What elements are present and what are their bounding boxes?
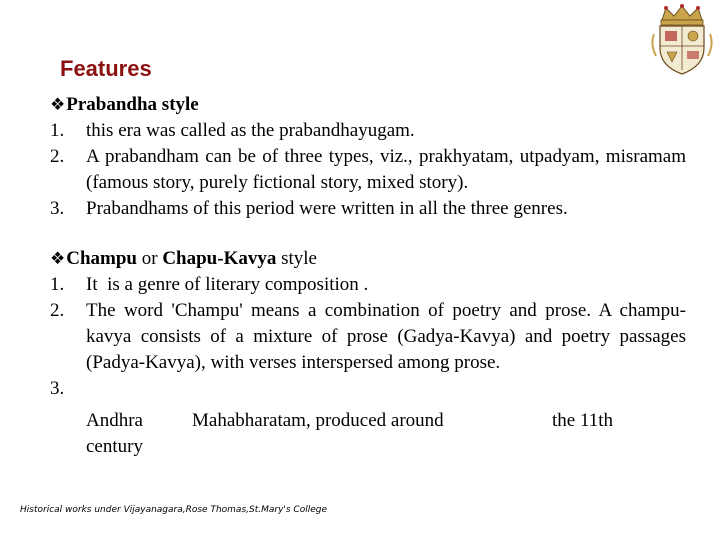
diamond-bullet-icon: ❖ xyxy=(50,95,66,114)
item-text-a: Andhra xyxy=(86,410,143,431)
slide-title: Features xyxy=(60,56,152,81)
section-heading-rest: style xyxy=(276,248,317,269)
item-number: 3. xyxy=(50,378,65,399)
list-item xyxy=(50,272,686,298)
section-champu xyxy=(50,246,686,460)
item-text-c: the 11th xyxy=(552,410,614,431)
list-item xyxy=(50,196,686,222)
slide-footer: Historical works under Vijayanagara,Rose Thomas,St.Mary's College xyxy=(20,505,328,515)
item-text: Prabandhams of this period were written in all the three genres. xyxy=(86,198,568,219)
list-item xyxy=(50,376,686,402)
item-text: The word 'Champu' means a combination of poetry and prose. A champu-kavya consists of a mixture of prose (Gadya-Kavya) and poetry passages (Padya-Kavya), with verses interspersed among prose. xyxy=(86,300,686,373)
item-text-b: Mahabharatam, produced around xyxy=(192,410,444,431)
section-heading-part1: Champu xyxy=(66,248,137,269)
item-text: this era was called as the prabandhayugam. xyxy=(86,120,415,141)
section-heading-part2: Chapu-Kavya xyxy=(162,248,277,269)
item-number: 1. xyxy=(50,120,65,141)
list-item-continued xyxy=(50,408,686,434)
college-crest-logo xyxy=(648,4,716,76)
slide-body xyxy=(50,92,686,460)
list-item xyxy=(50,118,686,144)
section-heading-or: or xyxy=(137,248,163,269)
item-text: It is a genre of literary composition . xyxy=(86,274,369,295)
item-text-d: century xyxy=(86,436,143,457)
diamond-bullet-icon: ❖ xyxy=(50,249,66,268)
item-number: 1. xyxy=(50,274,65,295)
item-number: 2. xyxy=(50,300,65,321)
item-number: 2. xyxy=(50,146,65,167)
list-item-continued xyxy=(50,434,686,460)
item-number: 3. xyxy=(50,198,65,219)
list-item xyxy=(50,298,686,376)
list-item xyxy=(50,144,686,196)
item-text: A prabandham can be of three types, viz., prakhyatam, utpadyam, misramam (famous story, purely fictional story, mixed story). xyxy=(86,146,686,193)
section-prabandha xyxy=(50,92,686,222)
section-heading: Prabandha style xyxy=(66,94,199,115)
